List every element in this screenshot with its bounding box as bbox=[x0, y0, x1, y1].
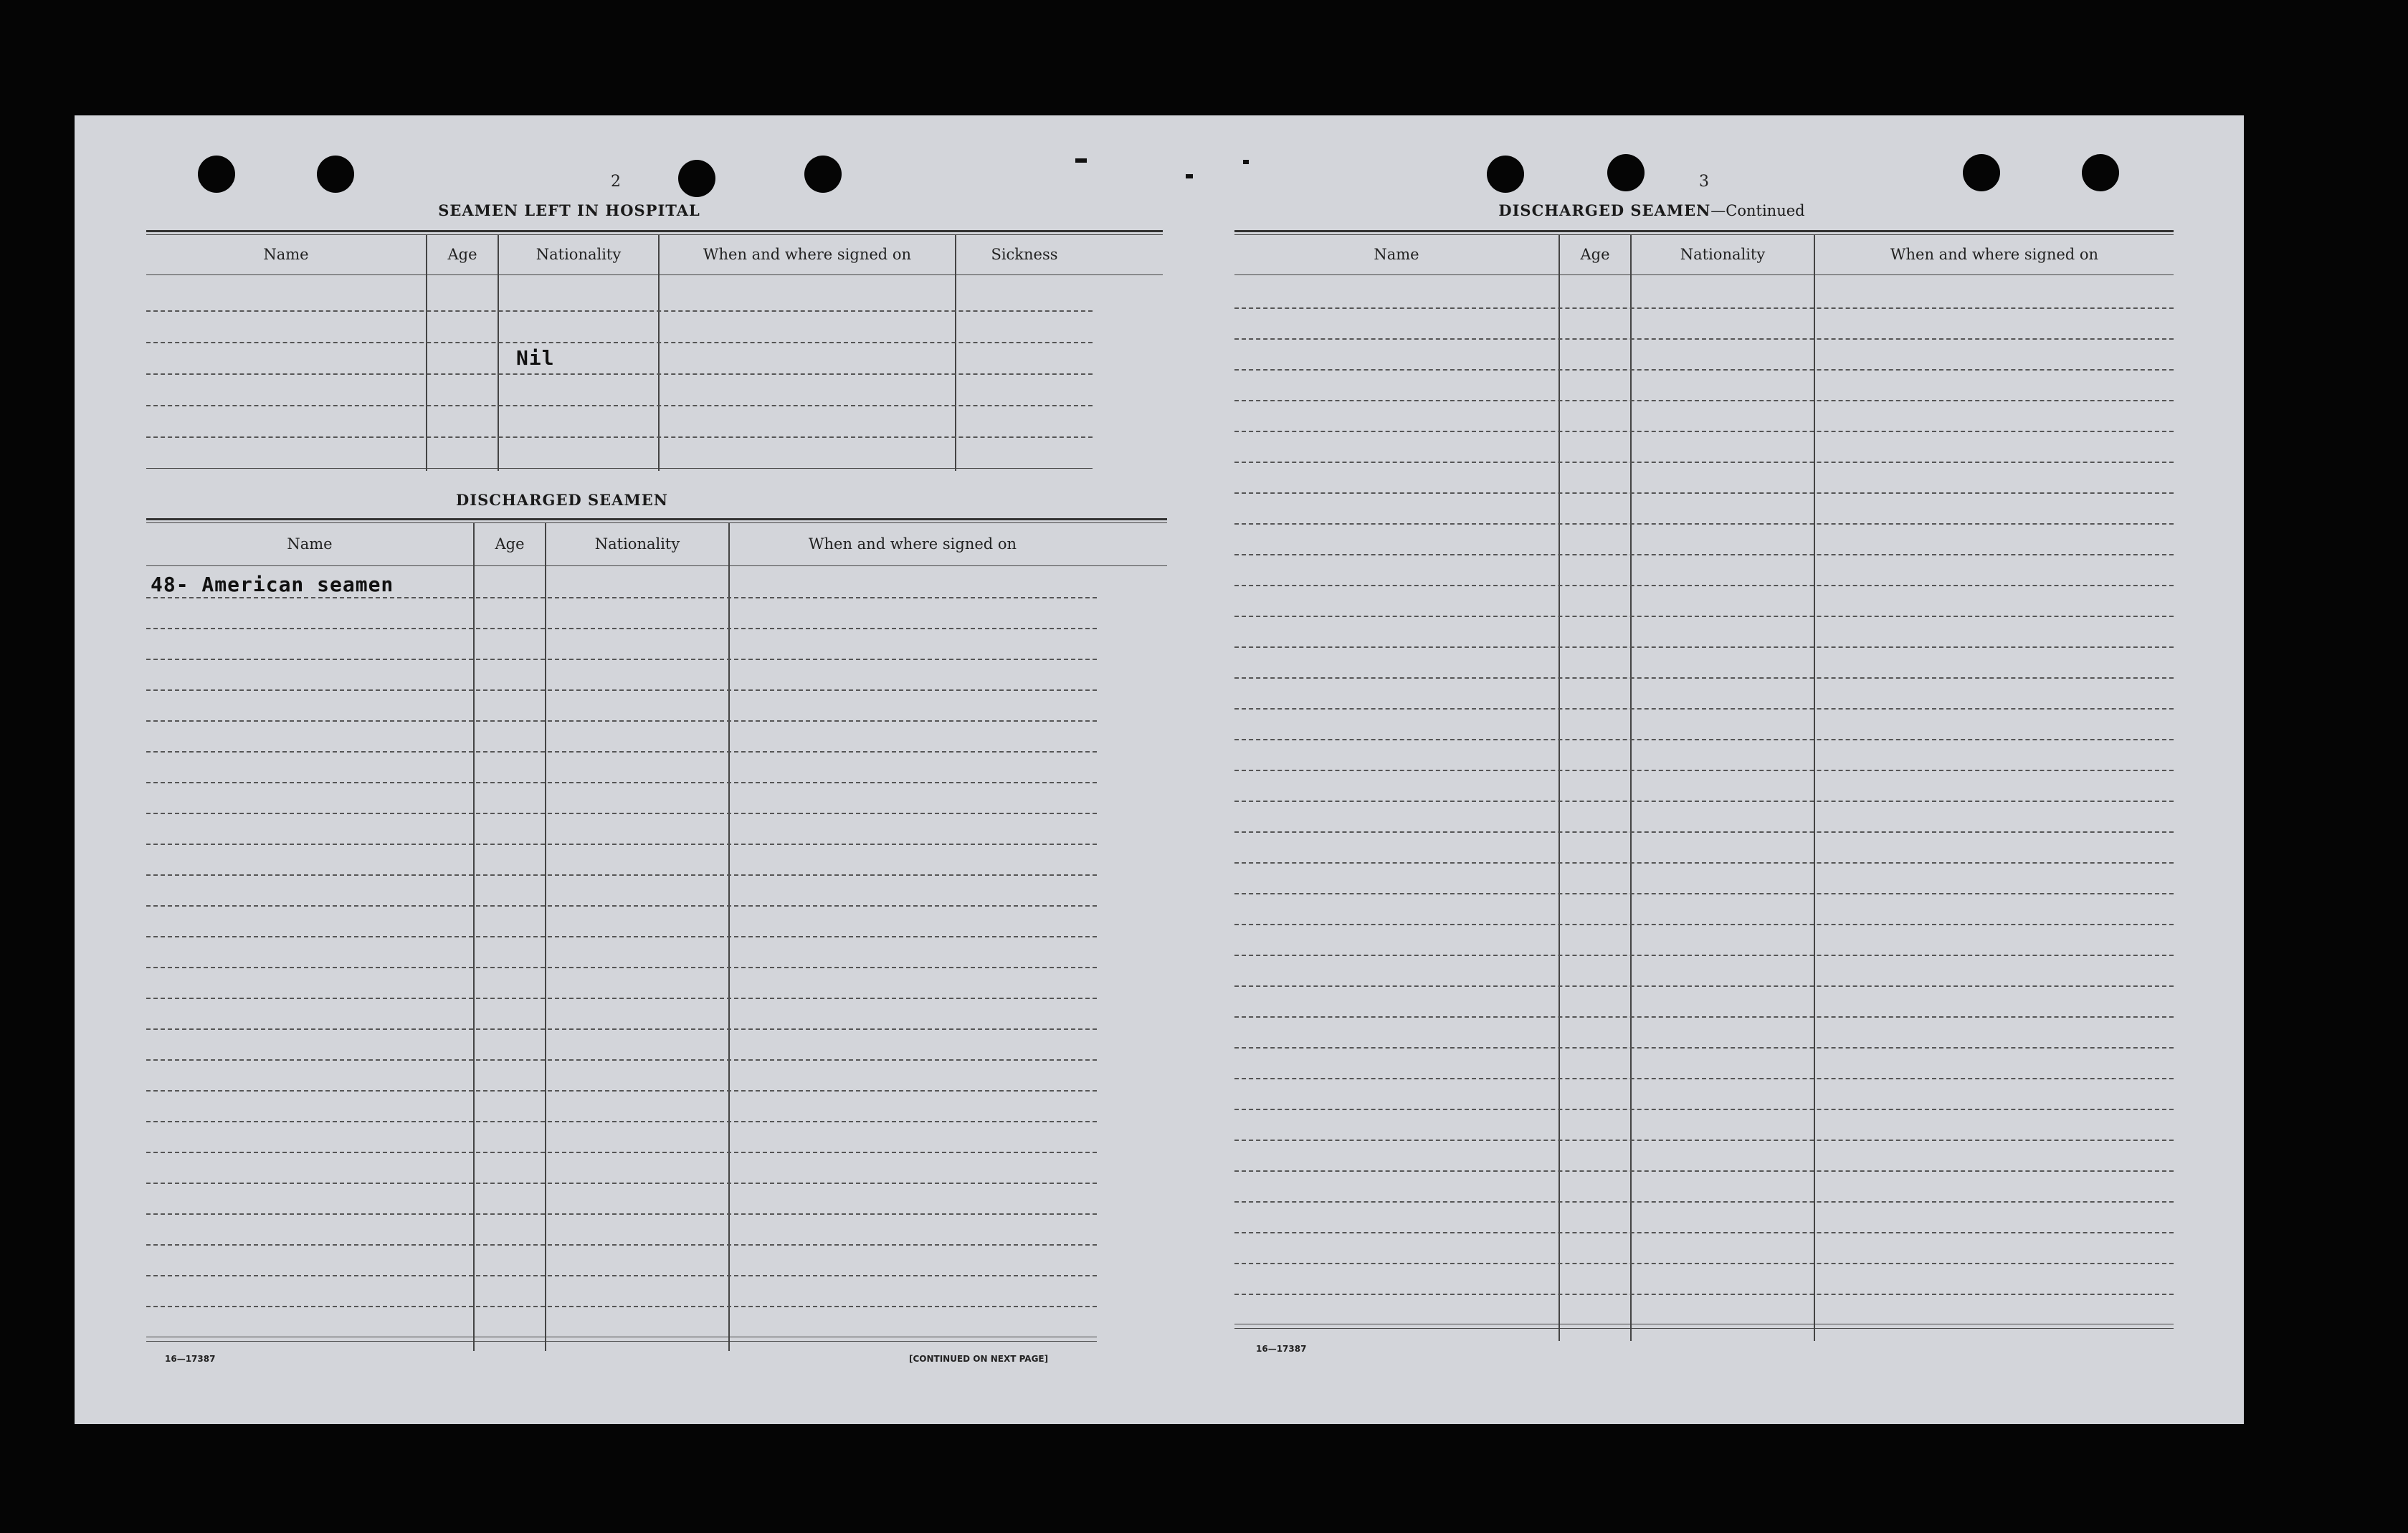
table-top-rule bbox=[146, 234, 1163, 235]
punch-hole bbox=[317, 156, 354, 193]
entry-line bbox=[146, 597, 1097, 598]
entry-line bbox=[1234, 831, 2174, 833]
entry-line bbox=[1234, 1232, 2174, 1233]
entry-line bbox=[1234, 616, 2174, 617]
discharged-col-signed-on: When and where signed on bbox=[808, 535, 1017, 553]
left-page-number: 2 bbox=[611, 173, 621, 191]
discharged-col-age: Age bbox=[495, 535, 525, 553]
entry-line bbox=[146, 659, 1097, 660]
entry-line bbox=[1234, 1140, 2174, 1141]
entry-line bbox=[146, 373, 1093, 375]
right-section-title-main: DISCHARGED SEAMEN bbox=[1498, 201, 1711, 219]
entry-line bbox=[146, 874, 1097, 876]
table-top-rule bbox=[1234, 230, 2174, 232]
entry-line bbox=[1234, 369, 2174, 371]
entry-line bbox=[146, 1213, 1097, 1215]
entry-line bbox=[146, 1275, 1097, 1276]
punch-hole bbox=[2082, 154, 2119, 191]
entry-line bbox=[1234, 770, 2174, 771]
column-divider bbox=[955, 234, 956, 471]
discharged-section-title: DISCHARGED SEAMEN bbox=[456, 491, 668, 509]
entry-line bbox=[1234, 462, 2174, 463]
entry-line bbox=[1234, 1201, 2174, 1203]
punch-hole bbox=[198, 156, 235, 193]
entry-line bbox=[1234, 985, 2174, 987]
entry-line bbox=[146, 1059, 1097, 1061]
scan-speck bbox=[1243, 160, 1249, 164]
entry-line bbox=[146, 1306, 1097, 1307]
entry-line bbox=[1234, 1016, 2174, 1018]
entry-line bbox=[146, 689, 1097, 691]
entry-line bbox=[146, 436, 1093, 438]
entry-line bbox=[146, 405, 1093, 406]
entry-line bbox=[1234, 585, 2174, 586]
right-page-number: 3 bbox=[1699, 173, 1709, 191]
entry-line bbox=[146, 628, 1097, 629]
hospital-col-name: Name bbox=[263, 246, 309, 263]
header-bottom-rule bbox=[146, 274, 1163, 275]
entry-line bbox=[1234, 338, 2174, 340]
entry-line bbox=[1234, 862, 2174, 864]
entry-line bbox=[1234, 677, 2174, 679]
entry-line bbox=[1234, 431, 2174, 432]
continued-col-age: Age bbox=[1580, 246, 1610, 263]
hospital-section-title: SEAMEN LEFT IN HOSPITAL bbox=[438, 201, 700, 219]
ledger-sheet bbox=[75, 115, 2244, 1424]
entry-line bbox=[146, 1183, 1097, 1184]
column-divider bbox=[426, 234, 427, 471]
entry-line bbox=[1234, 893, 2174, 894]
discharged-table bbox=[146, 518, 1167, 1351]
entry-line bbox=[146, 844, 1097, 845]
hospital-col-nationality: Nationality bbox=[536, 246, 622, 263]
entry-line bbox=[1234, 523, 2174, 525]
entry-line bbox=[146, 1121, 1097, 1122]
entry-line bbox=[1234, 1047, 2174, 1049]
entry-line bbox=[146, 1244, 1097, 1246]
entry-line bbox=[1234, 739, 2174, 740]
continued-col-signed-on: When and where signed on bbox=[1890, 246, 2099, 263]
scan-speck bbox=[1186, 174, 1193, 178]
discharged-col-nationality: Nationality bbox=[594, 535, 680, 553]
entry-line bbox=[1234, 307, 2174, 309]
entry-line bbox=[146, 1028, 1097, 1030]
entry-line bbox=[1234, 924, 2174, 925]
entry-line bbox=[1234, 554, 2174, 555]
entry-line bbox=[1234, 1078, 2174, 1079]
entry-line bbox=[1234, 1109, 2174, 1110]
hospital-nil-entry: Nil bbox=[516, 346, 555, 370]
continued-col-nationality: Nationality bbox=[1680, 246, 1766, 263]
left-form-code: 16—17387 bbox=[165, 1354, 216, 1364]
hospital-col-signed-on: When and where signed on bbox=[703, 246, 912, 263]
entry-line bbox=[146, 1152, 1097, 1153]
punch-hole bbox=[804, 156, 842, 193]
entry-line bbox=[146, 1090, 1097, 1092]
entry-line bbox=[146, 905, 1097, 907]
entry-line bbox=[1234, 1294, 2174, 1295]
table-bottom-rule bbox=[1234, 1328, 2174, 1329]
entry-line bbox=[1234, 1263, 2174, 1264]
punch-hole bbox=[1963, 154, 2000, 191]
discharged-entry: 48- American seamen bbox=[151, 573, 394, 596]
punch-hole bbox=[1607, 154, 1645, 191]
entry-line bbox=[146, 936, 1097, 937]
column-divider bbox=[498, 234, 499, 471]
hospital-table bbox=[146, 230, 1163, 471]
continued-col-name: Name bbox=[1374, 246, 1419, 263]
entry-line bbox=[1234, 1170, 2174, 1172]
entry-line bbox=[1234, 708, 2174, 710]
entry-line bbox=[146, 813, 1097, 814]
entry-line bbox=[1234, 955, 2174, 956]
entry-line bbox=[146, 720, 1097, 722]
scan-speck bbox=[1075, 158, 1087, 163]
discharged-col-name: Name bbox=[287, 535, 333, 553]
table-bottom-rule bbox=[146, 1341, 1097, 1342]
entry-line bbox=[146, 310, 1093, 312]
header-bottom-rule bbox=[1234, 274, 2174, 275]
entry-line bbox=[146, 967, 1097, 968]
hospital-col-age: Age bbox=[447, 246, 477, 263]
table-top-rule bbox=[146, 522, 1167, 523]
punch-hole bbox=[1487, 156, 1524, 193]
punch-hole bbox=[678, 160, 715, 197]
right-form-code: 16—17387 bbox=[1256, 1344, 1307, 1354]
discharged-continued-table bbox=[1234, 230, 2174, 1341]
entry-line bbox=[1234, 400, 2174, 401]
entry-line bbox=[1234, 801, 2174, 802]
table-top-rule bbox=[1234, 234, 2174, 235]
table-top-rule bbox=[146, 518, 1167, 520]
right-section-title bbox=[1472, 201, 1831, 219]
column-divider bbox=[658, 234, 660, 471]
hospital-col-sickness: Sickness bbox=[991, 246, 1058, 263]
right-section-title-suffix: —Continued bbox=[1710, 202, 1805, 219]
entry-line bbox=[1234, 646, 2174, 648]
table-top-rule bbox=[146, 230, 1163, 232]
entry-line bbox=[1234, 492, 2174, 494]
entry-line bbox=[146, 782, 1097, 783]
continued-note: [CONTINUED ON NEXT PAGE] bbox=[909, 1354, 1049, 1364]
header-bottom-rule bbox=[146, 565, 1167, 566]
entry-line bbox=[146, 998, 1097, 999]
table-bottom-rule bbox=[146, 468, 1093, 469]
entry-line bbox=[146, 751, 1097, 753]
entry-line bbox=[146, 342, 1093, 343]
